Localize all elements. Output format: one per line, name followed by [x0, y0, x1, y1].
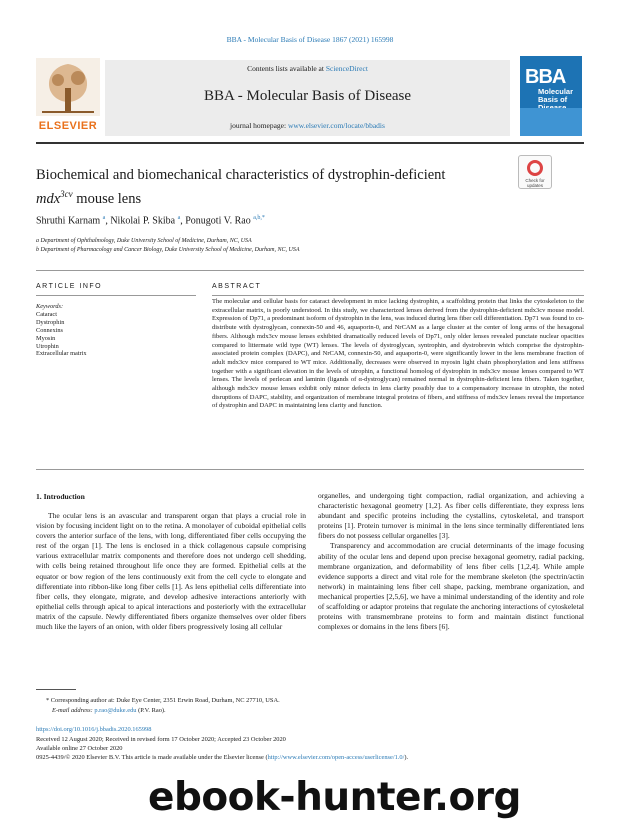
crossmark-icon [527, 160, 543, 176]
header-rule [36, 142, 584, 144]
author-name: Shruthi Karnam [36, 215, 101, 227]
email-link[interactable]: p.rao@duke.edu [94, 707, 137, 714]
keyword: Extracellular matrix [36, 350, 87, 358]
gene-name: mdx [36, 190, 61, 207]
abstract-bottom-rule [36, 469, 584, 470]
doi-link[interactable]: https://doi.org/10.1016/j.bbadis.2020.165998 [36, 726, 152, 733]
homepage-link[interactable]: www.elsevier.com/locate/bbadis [287, 121, 385, 130]
author-affil-link[interactable]: a,b,* [253, 215, 265, 221]
sciencedirect-link[interactable]: ScienceDirect [325, 64, 368, 73]
cover-stripe [520, 108, 582, 136]
publisher-name: ELSEVIER [38, 120, 98, 132]
corresponding-author-note: * Corresponding author at: Duke Eye Center, 2351 Erwin Road, Durham, NC 27710, USA. [46, 697, 280, 704]
keywords-label: Keywords: [36, 303, 64, 310]
journal-citation[interactable]: BBA - Molecular Basis of Disease 1867 (2021) 165998 [226, 35, 394, 44]
article-info-rule [36, 295, 196, 296]
abstract-text: The molecular and cellular basis for cataract development in mice lacking dystrophin, a scaffolding protein that links the cytoskeleton to the extracellular matrix, is poorly understood. In this study, we characterized lenses derived from the dystrophin-deficient mdx3cv mouse model. Expression of Dp71, a predominant isoform of dystrophin in the lens, was induced during lens fiber cell differentiation. Dp71 was found to co-distribute with dystroglycan, connexin-50 and 46, aquaporin-0, and NrCAM as a large cluster at the center of long arms of the hexagonal fibers. Although mdx3cv mouse lenses exhibited dramatically reduced levels of Dp71, only older lenses revealed punctate nuclear opacities compared to littermate wild type (WT) lenses. The levels of dystroglycan, syntrophin, and dystrobrevin which comprise the dystrophin-associated protein complex (DAPC), and NrCAM, connexin-50, and aquaporin-0, were significantly lower in the lens membrane fraction of adult mdx3cv mice compared to WT mice. Additionally, decreases were observed in myosin light chain phosphorylation and lens stiffness together with a significant elevation in the levels of utrophin, a functional homolog of dystrophin in mdx3cv mouse lenses compared to WT lenses. The levels of perlecan and laminin (ligands of α-dystroglycan) remained normal in dystrophin-deficient lens fibers. Taken together, although mdx3cv mouse lenses exhibit only minor defects in lens clarity possibly due to a compensatory increase in utrophin, the noted disruptions of DAPC, stability, and organization of membrane integral proteins of fibers, and stiffness of mdx3cv lenses reveal the importance of dystrophin and DAPC in maintaining lens clarity and function. [212, 298, 584, 410]
author-affil-link[interactable]: a [102, 215, 106, 221]
contents-prefix: Contents lists available at [247, 64, 326, 73]
section-rule [36, 270, 584, 271]
keyword: Myosin [36, 334, 56, 342]
abstract-rule [212, 295, 584, 296]
keyword: Dystrophin [36, 318, 65, 326]
elsevier-tree-logo [36, 58, 100, 116]
cover-title: BBA [525, 66, 566, 88]
affiliation: b Department of Pharmacology and Cancer Biology, Duke University School of Medicine, Durham, NC, USA [36, 247, 300, 253]
affiliation: a Department of Ophthalmology, Duke University School of Medicine, Durham, NC, USA [36, 238, 252, 244]
journal-homepage [105, 121, 510, 130]
introduction-heading: 1. Introduction [36, 492, 85, 501]
article-title: Biochemical and biomechanical characteristics of dystrophin-deficient mdx$^{3cv}$ mouse lens [36, 167, 446, 207]
cover-subtitle: Molecular Basis of [538, 87, 574, 104]
body-column-left [36, 511, 306, 632]
license-link[interactable]: http://www.elsevier.com/open-access/userlicense/1.0/ [267, 754, 405, 761]
journal-title: BBA - Molecular Basis of Disease [203, 88, 412, 104]
keywords-block [36, 303, 176, 358]
check-updates-label: Check for updates [525, 178, 545, 188]
keyword: Cataract [36, 310, 57, 318]
article-info-heading: ARTICLE INFO [36, 283, 103, 290]
keyword: Connexins [36, 326, 63, 334]
license-note: 0925-4439/© 2020 Elsevier B.V. This article is made available under the Elsevier license (http://www.elsevier.com/open-access/userlicense/1.0/). [36, 754, 409, 761]
author-list: Shruthi Karnam $^a$, Nikolai P. Skiba $^a$, Ponugoti V. Rao $^{a,b,*}$ [36, 215, 265, 227]
body-paragraph: Transparency and accommodation are crucial determinants of the image focusing ability of the ocular lens and depend upon precise hexagonal geometry, radial packing, membrane organization, and deformability of lens fiber cells [1,2,4]. While ample evidence supports a direct and vital role for the membrane skeleton (the spectrin/actin network) in maintaining lens fiber cell shape, packing, membrane organization, and mechanical properties [2,5,6], we have a minimal understanding of the identity and role of scaffolding or adaptor proteins that regulate the anchoring interactions of cytoskeletal proteins with transmembrane proteins to form and maintain distinct functional complexes or domains in the lens fibers [6]. [318, 541, 584, 632]
body-column-right [318, 491, 584, 632]
received-dates: Received 12 August 2020; Received in revised form 17 October 2020; Accepted 23 October 2020 [36, 736, 286, 743]
keyword: Utrophin [36, 342, 59, 350]
journal-cover-image [520, 56, 582, 136]
email-note: E-mail address: p.rao@duke.edu (P.V. Rao). [52, 707, 166, 714]
author-name: Ponugoti V. Rao [185, 215, 251, 227]
homepage-prefix: journal homepage: [230, 121, 288, 130]
abstract-heading: ABSTRACT [212, 283, 262, 290]
author-name: Nikolai P. Skiba [110, 215, 176, 227]
contents-line [105, 64, 510, 73]
footnote-rule [36, 689, 76, 690]
author-affil-link[interactable]: a [177, 215, 181, 221]
check-for-updates-button[interactable] [518, 155, 552, 189]
watermark: ebook-hunter.org [148, 775, 521, 820]
body-paragraph: The ocular lens is an avascular and transparent organ that plays a crucial role in vision by focusing incident light on to the retina. A monolayer of cuboidal epithelial cells covers the anterior surface of the lens, with long, differentiated fiber cells occupying the rest of the organ [1]. The lens is enclosed in a thick collagenous capsule comprising various extracellular matrix components and therefore does not undergo cell shedding, with cells being retained throughout life once they are formed. Epithelial cells at the equator or bow region of the lens continuously exit from the cell cycle to elongate and differentiate into ribbon-like long fiber cells [1]. As lens epithelial cells differentiate into fiber cells, they elongate, migrate, and develop adhesive interactions anteriorly with epithelial cells through apical to apical interactions and posteriorly with the extracellular matrix of the capsule. Newly differentiated fibers organize themselves over older fibers much like the layers of an onion, with older fibers progressively losing all cellular [36, 511, 306, 632]
body-paragraph: organelles, and undergoing tight compaction, radial organization, and achieving a characteristic hexagonal geometry [1,2]. As fiber cells differentiate, they express lens abundant and specific proteins including the cystallins, cytoskeletal, and transport proteins [1]. Protein turnover is minimal in the lens since terminally differentiated lens fibers do not possess cellular organelles [3]. [318, 491, 584, 541]
available-online-date: Available online 27 October 2020 [36, 745, 123, 752]
